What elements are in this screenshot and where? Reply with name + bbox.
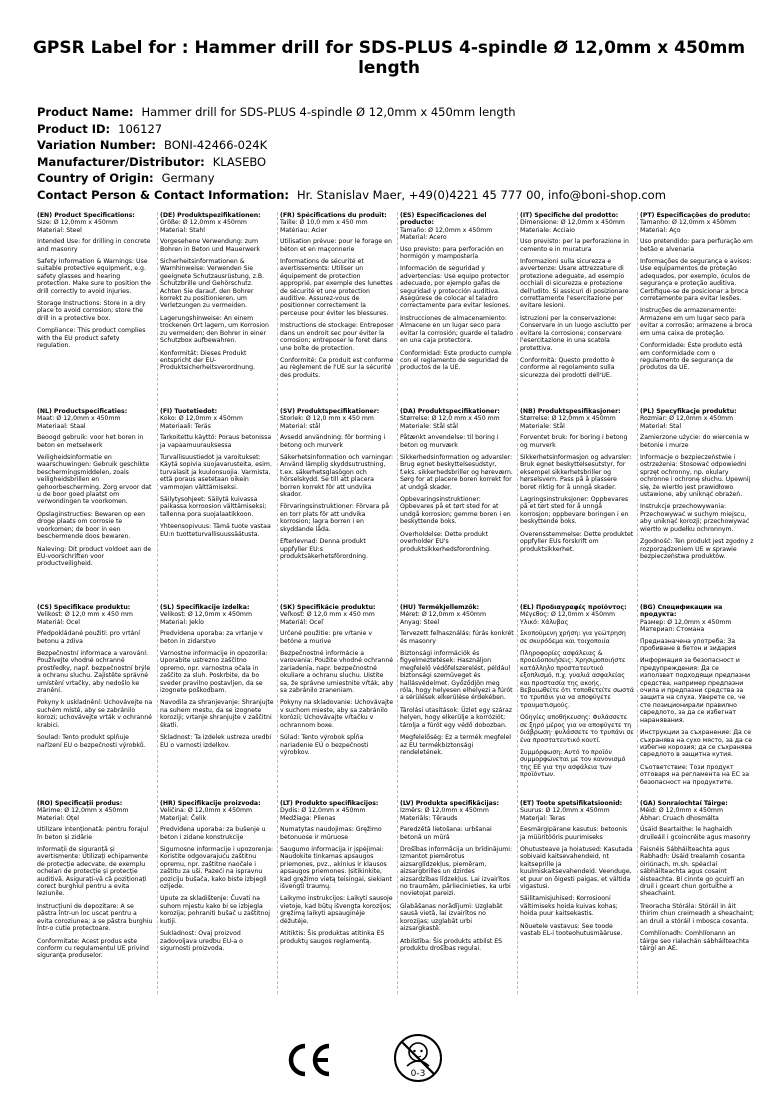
spec-line: Veličina: Ø 12,0mm x 450mm bbox=[160, 807, 253, 815]
language-heading: (PT) Especificações do produto: bbox=[640, 212, 751, 219]
language-block bbox=[637, 800, 754, 994]
spec-line: Méid: Ø 12,0mm x 450mm bbox=[640, 807, 723, 815]
language-block bbox=[397, 800, 514, 994]
spec-paragraph: Paredzētā lietošana: urbšanai betonā un mūrā bbox=[400, 826, 492, 841]
language-block bbox=[517, 800, 634, 994]
spec-paragraph: Sicherheitsinformationen & Warnhinweise: Verwenden Sie geeignete Schutzausrüstung, z.B. Schutzbrille und Gehörschutz. Achten Sie darauf, den Bohrer korrekt zu positionieren, um Verletzungen zu vermeiden. bbox=[160, 258, 265, 310]
spec-paragraph: Navodila za shranjevanje: Shranjujte na suhem mestu, da se izognete koroziji; vrtanje shranjujte v zaščitni škatli. bbox=[160, 699, 274, 729]
spec-paragraph: Instruções de armazenamento: Armazene em um lugar seco para evitar a corrosão; armazene a broca em uma caixa de proteção. bbox=[640, 307, 753, 337]
language-heading: (DA) Produktspecifikationer: bbox=[400, 408, 500, 415]
spec-paragraph: Conformidade: Este produto está em conformidade com o regulamento de segurança de produtos da UE. bbox=[640, 342, 743, 372]
spec-line: Materiał: Stal bbox=[640, 422, 682, 430]
spec-line: Mărime: Ø 12,0mm x 450mm bbox=[37, 807, 129, 815]
spec-paragraph: Информация за безопасност и предупреждения: Да се използват подходящи предпазни средства, например предпазни очила и предпазни средства за защита на слуха. Уверете се, че сте позиционирали правилно свредлото, за да се избегнат наранявания. bbox=[640, 657, 751, 724]
info-key: Manufacturer/Distributor: bbox=[37, 154, 205, 169]
info-row bbox=[37, 121, 747, 138]
language-block bbox=[637, 212, 754, 406]
spec-line: Materiál: Ocel bbox=[37, 618, 80, 626]
language-heading: (DE) Produktspezifikationen: bbox=[160, 212, 261, 219]
language-block bbox=[37, 800, 154, 994]
spec-paragraph: Skladnost: Ta izdelek ustreza uredbi EU o varnosti izdelkov. bbox=[160, 734, 272, 749]
spec-paragraph: Informacje o bezpieczeństwie i ostrzeżenia: Stosować odpowiedni sprzęt ochronny, np. okulary ochronne i ochronę słuchu. Upewnij się, że wiertło jest prawidłowo ustawione, aby uniknąć obrażeń. bbox=[640, 454, 751, 499]
language-block bbox=[637, 604, 754, 798]
spec-paragraph: Ohutusteave ja hoiatused: Kasutada sobivaid kaitsevahendeid, nt kaitseprille ja kuulmiskaitsevahendeid. Veenduge, et puur on õigesti paigas, et vältida vigastusi. bbox=[520, 846, 633, 891]
spec-paragraph: Opslaginstructies: Bewaren op een droge plaats om corrosie te voorkomen; de boor in een beschermende doos bewaren. bbox=[37, 510, 146, 541]
language-block bbox=[517, 408, 634, 602]
spec-paragraph: Glabāšanas norādījumi: Uzglabāt sausā vietā, lai izvairītos no korozijas; uzglabāt urbi aizsargkastē. bbox=[400, 902, 503, 933]
language-block bbox=[157, 212, 274, 406]
spec-paragraph: Biztonsági információk és figyelmeztetések: Használjon megfelelő védőfelszerelést, például biztonsági szemüveget és hallásvédelmet. Győződjön meg róla, hogy helyesen elhelyezi a fúrót a sérülések elkerülése érdekében. bbox=[400, 650, 513, 702]
language-block bbox=[277, 212, 394, 406]
spec-paragraph: Informations de sécurité et avertissements: Utiliser un équipement de protection approprié, par exemple des lunettes de sécurité et une protection auditive. Assurez-vous de positionner correctement la perceuse pour éviter les blessures. bbox=[280, 258, 393, 317]
language-block bbox=[517, 212, 634, 406]
language-heading: (SV) Produktspecifikationer: bbox=[280, 408, 380, 415]
spec-paragraph: Instrucciones de almacenamiento: Almacene en un lugar seco para evitar la corrosión; guarde el taladro en una caja protectora. bbox=[400, 314, 514, 345]
spec-paragraph: Forventet bruk: for boring i betong og murverk bbox=[520, 434, 628, 449]
spec-line: Материал: Стомана bbox=[640, 626, 705, 634]
age-label: 0-3 bbox=[410, 1069, 426, 1079]
language-heading: (PL) Specyfikacje produktu: bbox=[640, 408, 737, 415]
spec-paragraph: Storage Instructions: Store in a dry place to avoid corrosion; store the drill in a protective box. bbox=[37, 300, 146, 322]
spec-line: Ábhar: Cruach dhosmálta bbox=[640, 814, 719, 822]
info-key: Product Name: bbox=[37, 105, 134, 119]
spec-paragraph: Sigurnosne informacije i upozorenja: Koristite odgovarajuću zaštitnu opremu, npr. zaštitne naočale i zaštitu za uši. Pazeći na ispravnu poziciju bušača, kako biste izbjegli ozljede. bbox=[160, 846, 274, 891]
spec-paragraph: Pokyny na skladovanie: Uchovávajte v suchom mieste, aby sa zabránilo korózii; Uchovávajte vŕtačku v ochrannom boxe. bbox=[280, 699, 394, 729]
spec-line: Materiale: Stål stål bbox=[400, 422, 458, 430]
spec-paragraph: Efterlevnad: Denna produkt uppfyller EU:s produktsäkerhetsförordning. bbox=[280, 538, 368, 560]
language-band bbox=[37, 212, 761, 408]
spec-paragraph: Saugumo informacija ir įspėjimai: Naudokite tinkamas apsaugos priemones, pvz., akinius ir klausos apsaugos priemones. Įsitikinkite, kad gręžimo vietą teisingai, siekiant išvengti traumų. bbox=[280, 846, 392, 891]
spec-paragraph: Sukladnost: Ovaj proizvod zadovoljava uredbu EU-a o sigurnosti proizvoda. bbox=[160, 930, 243, 952]
language-heading: (NL) Productspecificaties: bbox=[37, 408, 128, 415]
spec-line: Anyag: Steel bbox=[400, 618, 440, 626]
language-block bbox=[397, 408, 514, 602]
info-row bbox=[37, 154, 747, 171]
language-block bbox=[637, 408, 754, 602]
language-heading: (ES) Especificaciones del producto: bbox=[400, 212, 487, 227]
info-value: Hr. Stanislav Maer, +49(0)4221 45 777 00, info@boni-shop.com bbox=[296, 187, 666, 202]
spec-paragraph: Conformité: Ce produit est conforme au règlement de l'UE sur la sécurité des produits. bbox=[280, 356, 394, 379]
spec-line: Velikost: Ø 12,0mm x 450mm bbox=[160, 611, 252, 619]
spec-paragraph: Pokyny k uskladnění: Uchovávejte na suchém místě, aby se zabránilo korozi; uchovávejte vrták v ochranné krabici. bbox=[37, 699, 153, 729]
spec-line: Medžiaga: Plienas bbox=[280, 814, 336, 822]
language-band bbox=[37, 604, 761, 800]
spec-line: Maat: Ø 12,0mm x 450mm bbox=[37, 415, 121, 423]
spec-paragraph: Instrucțiuni de depozitare: A se păstra într-un loc uscat pentru a evita coroziunea; a se păstra burghiu într-o cutie protectoare. bbox=[37, 902, 153, 933]
language-heading: (NB) Produktspesifikasjoner: bbox=[520, 408, 621, 415]
language-block bbox=[157, 408, 274, 602]
spec-paragraph: Beoogd gebruik: voor het boren in beton en metselwerk bbox=[37, 434, 144, 449]
spec-line: Storlek: Ø 12,0 mm x 450 mm bbox=[280, 415, 374, 423]
spec-line: Material: Stahl bbox=[160, 226, 205, 234]
spec-paragraph: Safety Information & Warnings: Use suitable protective equipment, e.g. safety glasses and hearing protection. Make sure to position the drill correctly to avoid injuries. bbox=[37, 258, 151, 295]
info-value: Germany bbox=[161, 171, 215, 185]
info-value: 106127 bbox=[118, 121, 163, 136]
spec-paragraph: Οδηγίες αποθήκευσης: Φυλάσσετε σε ξηρό μέρος για να αποφύγετε τη διάβρωση· φυλάσσετε το τρυπάνι σε ένα προστατευτικό κουτί. bbox=[520, 714, 634, 744]
language-block bbox=[277, 800, 394, 994]
language-heading: (SL) Specifikacije izdelka: bbox=[160, 604, 250, 611]
spec-paragraph: Soulad: Tento produkt splňuje nařízení EU o bezpečnosti výrobků. bbox=[37, 734, 146, 749]
spec-paragraph: Tervezett felhasználás: fúrás konkrét és masonry bbox=[400, 630, 514, 645]
ce-mark-icon bbox=[284, 1040, 334, 1080]
spec-paragraph: Predviđena uporaba: za bušenje u beton i zidane konstrukcije bbox=[160, 826, 266, 841]
language-heading: (FR) Spécifications du produit: bbox=[280, 212, 387, 219]
spec-paragraph: Compliance: This product complies with the EU product safety regulation. bbox=[37, 327, 146, 350]
spec-paragraph: Säilitamisjuhised: Korrosiooni vältimiseks hoida kuivas kohas; hoida puur kaitsekastis. bbox=[520, 895, 618, 918]
spec-paragraph: Instructions de stockage: Entreposer dans un endroit sec pour éviter la corrosion; entreposer le foret dans une boîte de protection. bbox=[280, 322, 394, 352]
spec-line: Méret: Ø 12,0mm x 450mm bbox=[400, 611, 486, 619]
spec-paragraph: Varnostne informacije in opozorila: Uporabite ustrezno zaščitno opremo, npr. varnostna očala in zaščito za sluh. Poskrbite, da bo sveder pravilno postavljen, da se izognete poškodbam. bbox=[160, 650, 268, 695]
spec-paragraph: Σκοπούμενη χρήση: για γεώτρηση σε σκυρόδεμα και τοιχοποιία bbox=[520, 630, 626, 645]
spec-paragraph: Utilisation prévue: pour le forage en béton et en maçonnerie bbox=[280, 238, 392, 253]
spec-paragraph: Conformitate: Acest produs este conform cu regulamentul UE privind siguranța produselor. bbox=[37, 937, 149, 960]
info-row bbox=[37, 137, 747, 154]
language-block bbox=[397, 604, 514, 798]
info-row bbox=[37, 187, 747, 204]
language-block bbox=[157, 604, 274, 798]
spec-line: Matériau: Acier bbox=[280, 226, 327, 234]
language-heading: (LV) Produkta specifikācijas: bbox=[400, 800, 499, 807]
spec-line: Materiāls: Tērauds bbox=[400, 814, 458, 822]
info-key: Product ID: bbox=[37, 121, 111, 136]
language-heading: (LT) Produkto specifikacijos: bbox=[280, 800, 379, 807]
spec-line: Materiaali: Teräs bbox=[160, 422, 211, 430]
spec-paragraph: Určené použitie: pre vŕtanie v betóne a murive bbox=[280, 630, 373, 645]
spec-line: Dydis: Ø 12,0mm x 450mm bbox=[280, 807, 366, 815]
spec-paragraph: Uso pretendido: para perfuração em betão e alvenaria bbox=[640, 238, 753, 253]
language-block bbox=[397, 212, 514, 406]
spec-paragraph: Konformität: Dieses Produkt entspricht der EU-Produktsicherheitsverordnung. bbox=[160, 349, 255, 372]
language-block bbox=[37, 212, 154, 406]
info-key: Country of Origin: bbox=[37, 171, 154, 185]
spec-paragraph: Conformidad: Este producto cumple con el reglamento de seguridad de productos de la UE. bbox=[400, 349, 512, 372]
spec-paragraph: Säilytysohjeet: Säilytä kuivassa paikassa korroosion välttämiseksi; tallenna pora suojalaatikkoon. bbox=[160, 496, 267, 518]
language-block bbox=[157, 800, 274, 994]
spec-paragraph: Zamierzone użycie: do wiercenia w betonie i murze bbox=[640, 434, 750, 449]
page-title: GPSR Label for : Hammer drill for SDS-PLUS 4-spindle Ø 12,0mm x 450mm length bbox=[32, 38, 746, 78]
product-info bbox=[37, 104, 747, 203]
language-heading: (EL) Προδιαγραφές προϊόντος: bbox=[520, 604, 627, 611]
spec-paragraph: Úsáid Beartaithe: le haghaidh druileáil i gcoincréite agus masonry bbox=[640, 826, 751, 841]
spec-paragraph: Informații de siguranță și avertismente: Utilizați echipamente de protecție adecvate, de exemplu ochelari de protecție și protecție auditivă. Asigurați-vă că poziționați corect burghiul pentru a evita leziunile. bbox=[37, 846, 149, 898]
spec-paragraph: Upute za skladištenje: Čuvati na suhom mjestu kako bi se izbjegla korozija; pohraniti bušač u zaštitnoj kutiji. bbox=[160, 895, 270, 925]
spec-paragraph: Lagringsinstruksjoner: Oppbevares på et tørt sted for å unngå korrosjon; oppbevare boringen i en beskyttende boks. bbox=[520, 496, 629, 526]
spec-paragraph: Bezpečnostné informácie a varovania: Použite vhodné ochranné zariadenia, napr. bezpečnostné okuliare a ochranu sluchu. Uistite sa, že správne umiestnite vŕták, aby sa zabránilo zraneniam. bbox=[280, 650, 394, 695]
spec-paragraph: Drošības informācija un brīdinājumi: Izmantot piemērotus aizsarglīdzekļus, piemēram, aizsargbrilles un dzirdes aizsardzības līdzekļus. Lai izvairītos no traumām, pārliecinieties, ka urbi novietojat pareizi. bbox=[400, 846, 513, 898]
language-block bbox=[277, 604, 394, 798]
spec-paragraph: Predvidena uporaba: za vrtanje v beton in zidarstvo bbox=[160, 630, 263, 645]
spec-line: Izmērs: Ø 12,0mm x 450mm bbox=[400, 807, 489, 815]
info-value: BONI-42466-024K bbox=[164, 138, 268, 152]
language-heading: (GA) Sonraíochtaí Táirge: bbox=[640, 800, 728, 807]
language-heading: (SK) Špecifikácie produktu: bbox=[280, 604, 376, 611]
spec-paragraph: Overensstemmelse: Dette produktet oppfyller EUs forskrift om produktsikkerhet. bbox=[520, 530, 634, 553]
spec-paragraph: Conformità: Questo prodotto è conforme al regolamento sulla sicurezza dei prodotti dell'UE. bbox=[520, 356, 615, 379]
spec-paragraph: Súlad: Tento výrobok spĺňa nariadenie EÚ o bezpečnosti výrobkov. bbox=[280, 734, 369, 756]
spec-paragraph: Tarkoitettu käyttö: Poraus betonissa ja vapaamuurauksessa bbox=[160, 434, 272, 449]
language-block bbox=[37, 408, 154, 602]
spec-paragraph: Yhteensopivuus: Tämä tuote vastaa EU:n tuotteturvallisuussäätusta. bbox=[160, 523, 271, 538]
spec-paragraph: Sikkerhetsinformasjon og advarsler: Bruk egnet beskyttelsesutstyr, for eksempel sikkerhetsbriller og hørselsvern. Pass på å plassere boret riktig for å unngå skader. bbox=[520, 454, 632, 491]
spec-paragraph: Informazioni sulla sicurezza e avvertenze: Usare attrezzature di protezione adeguate, ad esempio occhiali di sicurezza e protezione dell'udito. Si assicuri di posizionare correttamente l'esercitazione per evitare lesioni. bbox=[520, 258, 629, 310]
spec-paragraph: Zgodność: Ten produkt jest zgodny z rozporządzeniem UE w sprawie bezpieczeństwa produktów. bbox=[640, 538, 754, 560]
spec-line: Suurus: Ø 12,0mm x 450mm bbox=[520, 807, 610, 815]
spec-line: Materjal: Teras bbox=[520, 814, 566, 822]
spec-paragraph: Atitiktis: Šis produktas atitinka ES produktų saugos reglamentą. bbox=[280, 930, 385, 945]
spec-line: Veľkosť: Ø 12,0 mm x 450 mm bbox=[280, 611, 375, 619]
spec-line: Materiaal: Staal bbox=[37, 422, 86, 430]
spec-paragraph: Предназначена употреба: За пробиване в бетон и зидария bbox=[640, 637, 737, 653]
language-heading: (CS) Specifikace produktu: bbox=[37, 604, 131, 611]
age-0-3-warning-icon bbox=[392, 1032, 444, 1084]
spec-paragraph: Istruzioni per la conservazione: Conservare in un luogo asciutto per evitare la corrosione; conservare l'esercitazione in una scatola protettiva. bbox=[520, 314, 631, 352]
spec-paragraph: Intended Use: for drilling in concrete and masonry bbox=[37, 238, 151, 253]
spec-line: Materijal: Čelik bbox=[160, 814, 207, 822]
spec-paragraph: Påtænkt anvendelse: til boring i beton og murværk bbox=[400, 434, 499, 449]
spec-line: Taille: Ø 10,0 mm x 450 mm bbox=[280, 219, 368, 227]
spec-paragraph: Faisnéis Sábháilteachta agus Rabhadh: Úsáid trealamh cosanta oiriúnach, m.sh. spéaclaí sábháilteachta agus cosaint éisteachta. Bí cinnte go gcuirfí an druil i gceart chun gortuithe a sheachaint. bbox=[640, 846, 745, 898]
spec-paragraph: Numatytas naudojimas: Gręžimo betonuose ir mūruose bbox=[280, 826, 382, 841]
spec-paragraph: Atbilstība: Šis produkts atbilst ES produktu drošības regulai. bbox=[400, 937, 503, 952]
spec-paragraph: Opbevaringsinstruktioner: Opbevares på et tørt sted for at undgå korrosion; gemme boren i en beskyttende boks. bbox=[400, 496, 511, 526]
spec-paragraph: Bezpečnostní informace a varování: Používejte vhodné ochranné prostředky, např. bezpečnostní brýle a ochranu sluchu. Zajistěte správné umístění vrtačky, aby nedošlo ke zranění. bbox=[37, 650, 151, 695]
spec-line: Materiál: Oceľ bbox=[280, 618, 324, 626]
language-band bbox=[37, 800, 761, 996]
spec-line: Υλικό: Χάλυβας bbox=[520, 618, 569, 626]
spec-line: Size: Ø 12,0mm x 450mm bbox=[37, 219, 118, 227]
language-heading: (IT) Specifiche del prodotto: bbox=[520, 212, 619, 219]
language-heading: (ET) Toote spetsifikatsioonid: bbox=[520, 800, 623, 807]
language-band bbox=[37, 408, 761, 604]
spec-paragraph: Πληροφορίες ασφάλειας & προειδοποιήσεις: Χρησιμοποιήστε κατάλληλο προστατευτικό εξοπλισμό, π.χ. γυαλιά ασφαλείας και προστασία της ακοής. Βεβαιωθείτε ότι τοποθετείτε σωστά το τρυπάνι για να αποφύγετε τραυματισμούς. bbox=[520, 650, 634, 709]
info-row bbox=[37, 170, 747, 187]
spec-line: Størrelse: Ø 12,0mm x 450mm bbox=[520, 415, 616, 423]
language-heading: (RO) Specificații produs: bbox=[37, 800, 123, 807]
spec-line: Größe: Ø 12,0mm x 450mm bbox=[160, 219, 247, 227]
spec-line: Tamaño: Ø 12,0mm x 450mm bbox=[400, 226, 493, 234]
language-heading: (EN) Product Specifications: bbox=[37, 212, 135, 219]
spec-paragraph: Avsedd användning: för borrning i betong och murverk bbox=[280, 434, 386, 449]
spec-line: Dimensione: Ø 12,0mm x 450mm bbox=[520, 219, 625, 227]
info-key: Contact Person & Contact Information: bbox=[37, 187, 289, 202]
spec-paragraph: Veiligheidsinformatie en waarschuwingen: Gebruik geschikte beschermingsmiddelen, zoals veiligheidsbrillen en gehoorbescherming. Zorg ervoor dat u de boor goed plaatst om verwondingen te voorkomen. bbox=[37, 454, 152, 506]
spec-line: Размер: Ø 12,0mm x 450mm bbox=[640, 618, 732, 626]
spec-paragraph: Overholdelse: Dette produkt overholder EU's produktsikkerhedsforordning. bbox=[400, 530, 491, 553]
spec-paragraph: Säkerhetsinformation och varningar: Använd lämplig skyddsutrustning, t.ex. säkerhetsglasögon och hörselskydd. Se till att placera borren korrekt för att undvika skador. bbox=[280, 454, 394, 499]
spec-line: Tamanho: Ø 12,0mm x 450mm bbox=[640, 219, 737, 227]
spec-line: Materiale: Acciaio bbox=[520, 226, 575, 234]
language-grid bbox=[37, 212, 761, 996]
spec-paragraph: Treoracha Stórála: Stóráil in áit thirim chun creimeadh a sheachaint; an druil a stóráil i mbosca cosanta. bbox=[640, 902, 754, 925]
language-heading: (HU) Termékjellemzők: bbox=[400, 604, 480, 611]
spec-paragraph: Información de seguridad y advertencias: Use equipo protector adecuado, por ejemplo gafas de seguridad y protección auditiva. Asegúrese de colocar el taladro correctamente para evitar lesiones. bbox=[400, 265, 511, 310]
info-value: KLASEBO bbox=[212, 154, 267, 169]
language-heading: (FI) Tuotetiedot: bbox=[160, 408, 218, 415]
language-block bbox=[517, 604, 634, 798]
spec-paragraph: Informações de segurança e avisos: Use equipamentos de proteção adequados, por exemplo, óculos de segurança e proteção auditiva. Certifique-se de posicionar a broca corretamente para evitar lesões. bbox=[640, 258, 752, 303]
spec-paragraph: Megfelelőség: Ez a termék megfelel az EU termékbiztonsági rendeletének. bbox=[400, 734, 512, 756]
spec-paragraph: Nõuetele vastavus: See toode vastab EL-i tooteohutusmääruse. bbox=[520, 922, 623, 938]
spec-paragraph: Uso previsto: per la perforazione in cemento e in muratura bbox=[520, 238, 629, 253]
spec-line: Rozmiar: Ø 12,0mm x 450mm bbox=[640, 415, 734, 423]
info-row bbox=[37, 104, 747, 121]
spec-paragraph: Uso previsto: para perforación en hormigón y mampostería bbox=[400, 245, 504, 261]
spec-paragraph: Инструкции за съхранение: Да се съхранява на сухо място, за да се избегне корозия; да се съхранява свредлото в защитна кутия. bbox=[640, 729, 753, 759]
info-value: Hammer drill for SDS-PLUS 4-spindle Ø 12,0mm x 450mm length bbox=[141, 105, 516, 119]
spec-line: Velikost: Ø 12,0 mm x 450 mm bbox=[37, 611, 133, 619]
spec-paragraph: Naleving: Dit product voldoet aan de EU-voorschriften voor productveiligheid. bbox=[37, 545, 152, 568]
spec-paragraph: Laikymo instrukcijos: Laikyti sausoje vietoje, kad būtų išvengta korozijos; gręžimą laikyti apsauginėje dėžutėje. bbox=[280, 895, 393, 925]
spec-line: Material: Acero bbox=[400, 234, 447, 242]
spec-paragraph: Sikkerhedsinformation og advarsler: Brug egnet beskyttelsesudstyr, f.eks. sikkerhedsbriller og høreværn. Sørg for at placere boren korrekt for at undgå skader. bbox=[400, 454, 513, 491]
spec-line: Material: Jeklo bbox=[160, 618, 204, 626]
spec-line: Μέγεθος: Ø 12,0mm x 450mm bbox=[520, 611, 616, 619]
spec-line: Materiale: Stål bbox=[520, 422, 565, 430]
spec-paragraph: Förvaringsinstruktioner: Förvara på en torr plats för att undvika korrosion; lagra borren i en skyddande låda. bbox=[280, 503, 390, 533]
spec-paragraph: Předpokládané použití: pro vrtání betonu a zdiva bbox=[37, 630, 140, 645]
spec-paragraph: Tárolási utasítások: Üzlet egy száraz helyen, hogy elkerülje a korróziót; tárolja a fúrót egy védő dobozban. bbox=[400, 706, 513, 729]
language-heading: (HR) Specifikacije proizvoda: bbox=[160, 800, 261, 807]
spec-line: Material: Oțel bbox=[37, 814, 80, 822]
info-key: Variation Number: bbox=[37, 138, 157, 152]
spec-paragraph: Utilizare intenționată: pentru forajul în beton și zidărie bbox=[37, 826, 149, 841]
spec-paragraph: Turvallisuustiedot ja varoitukset: Käytä sopivia suojavarusteita, esim. turvalasit ja kuulonsuojia. Varmista, että poraus asetetaan oikein vammojen välttämiseksi. bbox=[160, 454, 272, 491]
spec-paragraph: Съответствие: Този продукт отговаря на регламента на ЕС за безопасност на продуктите. bbox=[640, 763, 749, 786]
spec-line: Koko: Ø 12,0mm x 450mm bbox=[160, 415, 243, 423]
language-block bbox=[37, 604, 154, 798]
language-heading: (BG) Спецификации на продукта: bbox=[640, 604, 723, 619]
spec-paragraph: Συμμόρφωση: Αυτό το προϊόν συμμορφώνεται με τον κανονισμό της ΕΕ για την ασφάλεια των προϊόντων. bbox=[520, 748, 626, 779]
language-block bbox=[277, 408, 394, 602]
spec-paragraph: Comhlíonadh: Comhlíonann an táirge seo rialachán sábháilteachta táirgí an AE. bbox=[640, 930, 750, 952]
spec-line: Material: Aço bbox=[640, 226, 681, 234]
spec-paragraph: Lagerungshinweise: An einem trockenen Ort lagern, um Korrosion zu vermeiden; den Bohrer in einer Schutzbox aufbewahren. bbox=[160, 314, 269, 345]
spec-paragraph: Eesmärgipärane kasutus: betoonis ja müüritööris puurimiseks bbox=[520, 826, 628, 841]
spec-paragraph: Instrukcje przechowywania: Przechowywać w suchym miejscu, aby uniknąć korozji; przechowywać wiertło w pudełku ochronnym. bbox=[640, 503, 750, 533]
spec-line: Material: stål bbox=[280, 422, 321, 430]
spec-line: Størrelse: Ø 12,0 mm x 450 mm bbox=[400, 415, 500, 423]
spec-paragraph: Vorgesehene Verwendung: zum Bohren in Beton und Mauerwerk bbox=[160, 238, 260, 253]
spec-line: Material: Steel bbox=[37, 226, 82, 234]
